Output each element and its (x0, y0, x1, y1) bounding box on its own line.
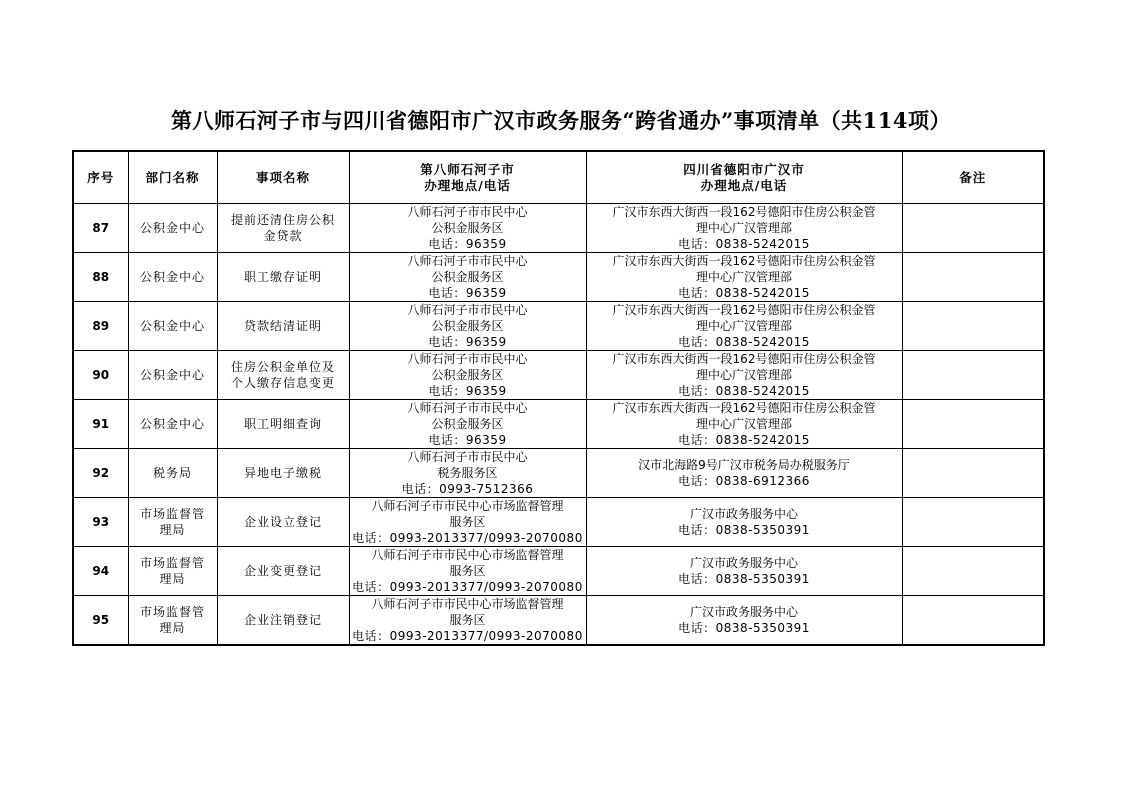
shz-location-line: 八师石河子市市民中心市场监督管理 (371, 548, 564, 562)
department-name-line: 理局 (159, 572, 186, 586)
item-name (217, 596, 349, 646)
gh-location-line: 广汉市政务服务中心 (689, 507, 798, 521)
shz-location-line: 电话：96359 (428, 286, 507, 300)
remark-cell (902, 302, 1044, 351)
gh-location (586, 596, 902, 646)
gh-location-line: 电话：0838-5350391 (678, 523, 810, 537)
row-number: 94 (73, 547, 128, 596)
table-header-row (73, 151, 1044, 204)
item-name-line: 异地电子缴税 (243, 466, 322, 480)
row-number: 92 (73, 449, 128, 498)
gh-location-line: 理中心广汉管理部 (695, 270, 792, 284)
item-name (217, 204, 349, 253)
shz-location-line: 八师石河子市市民中心市场监督管理 (371, 597, 564, 611)
remark-cell (902, 498, 1044, 547)
shz-location-line: 八师石河子市市民中心 (407, 352, 528, 366)
shz-location (349, 253, 586, 302)
shz-location-line: 八师石河子市市民中心 (407, 303, 528, 317)
department-name (128, 351, 217, 400)
gh-location-line: 电话：0838-6912366 (678, 474, 810, 488)
shz-location-line: 公积金服务区 (431, 221, 504, 235)
gh-location (586, 302, 902, 351)
row-number: 91 (73, 400, 128, 449)
shz-location-line: 八师石河子市市民中心 (407, 450, 528, 464)
gh-location-line: 广汉市政务服务中心 (689, 556, 798, 570)
items-table (72, 150, 1045, 646)
item-name-line: 企业注销登记 (243, 613, 322, 627)
department-name (128, 596, 217, 646)
shz-location-line: 八师石河子市市民中心市场监督管理 (371, 499, 564, 513)
shz-location-line: 八师石河子市市民中心 (407, 401, 528, 415)
shz-location-line: 电话：96359 (428, 384, 507, 398)
item-name-line: 贷款结清证明 (243, 319, 322, 333)
shz-location-line: 公积金服务区 (431, 270, 504, 284)
department-name (128, 498, 217, 547)
shz-location-line: 公积金服务区 (431, 417, 504, 431)
gh-location-line: 广汉市东西大街西一段162号德阳市住房公积金管 (612, 254, 876, 268)
shz-location-line: 八师石河子市市民中心 (407, 205, 528, 219)
remark-cell (902, 547, 1044, 596)
table-row (73, 400, 1044, 449)
document-title: 第八师石河子市与四川省德阳市广汉市政务服务“跨省通办”事项清单（共114项） (171, 108, 951, 133)
gh-location (586, 400, 902, 449)
gh-location (586, 449, 902, 498)
shz-location-line: 电话：96359 (428, 237, 507, 251)
header-seq: 序号 (73, 151, 128, 204)
shz-location (349, 351, 586, 400)
item-name (217, 400, 349, 449)
gh-location-line: 电话：0838-5242015 (678, 237, 810, 251)
gh-location (586, 253, 902, 302)
department-name-line: 市场监督管 (139, 556, 205, 570)
table-row (73, 596, 1044, 646)
item-name (217, 449, 349, 498)
department-name (128, 400, 217, 449)
row-number: 93 (73, 498, 128, 547)
header-item: 事项名称 (217, 151, 349, 204)
header-shz-location (349, 151, 586, 204)
item-name (217, 498, 349, 547)
department-name-line: 公积金中心 (139, 368, 205, 382)
header-gh-line: 四川省德阳市广汉市 (683, 161, 805, 177)
department-name-line: 税务局 (152, 466, 192, 480)
gh-location-line: 理中心广汉管理部 (695, 368, 792, 382)
gh-location-line: 电话：0838-5350391 (678, 621, 810, 635)
department-name-line: 公积金中心 (139, 270, 205, 284)
gh-location-line: 电话：0838-5242015 (678, 335, 810, 349)
table-row (73, 204, 1044, 253)
table-body (73, 204, 1044, 646)
department-name (128, 302, 217, 351)
shz-location-line: 电话：0993-2013377/0993-2070080 (352, 531, 583, 545)
gh-location-line: 广汉市东西大街西一段162号德阳市住房公积金管 (612, 352, 876, 366)
item-name-line: 企业设立登记 (243, 515, 322, 529)
item-name-line: 职工明细查询 (243, 417, 322, 431)
remark-cell (902, 351, 1044, 400)
gh-location-line: 广汉市政务服务中心 (689, 605, 798, 619)
shz-location (349, 596, 586, 646)
gh-location-line: 理中心广汉管理部 (695, 319, 792, 333)
gh-location-line: 电话：0838-5242015 (678, 286, 810, 300)
shz-location (349, 498, 586, 547)
shz-location (349, 204, 586, 253)
department-name-line: 公积金中心 (139, 319, 205, 333)
item-name (217, 547, 349, 596)
department-name-line: 市场监督管 (139, 605, 205, 619)
gh-location-line: 广汉市东西大街西一段162号德阳市住房公积金管 (612, 401, 876, 415)
row-number: 87 (73, 204, 128, 253)
remark-cell (902, 400, 1044, 449)
header-gh-location (586, 151, 902, 204)
gh-location-line: 理中心广汉管理部 (695, 417, 792, 431)
table-row (73, 449, 1044, 498)
shz-location-line: 公积金服务区 (431, 368, 504, 382)
shz-location-line: 电话：0993-7512366 (401, 482, 534, 496)
department-name-line: 公积金中心 (139, 221, 205, 235)
gh-location (586, 204, 902, 253)
shz-location-line: 电话：0993-2013377/0993-2070080 (352, 580, 583, 594)
shz-location-line: 公积金服务区 (431, 319, 504, 333)
item-name-line: 提前还清住房公积 (230, 213, 335, 227)
item-name-line: 企业变更登记 (243, 564, 322, 578)
shz-location (349, 449, 586, 498)
header-gh-line: 办理地点/电话 (700, 177, 788, 193)
shz-location-line: 服务区 (449, 515, 486, 529)
table-row (73, 351, 1044, 400)
item-name (217, 253, 349, 302)
table-row (73, 302, 1044, 351)
shz-location-line: 税务服务区 (437, 466, 498, 480)
gh-location (586, 351, 902, 400)
department-name (128, 547, 217, 596)
shz-location-line: 八师石河子市市民中心 (407, 254, 528, 268)
gh-location-line: 电话：0838-5242015 (678, 433, 810, 447)
gh-location-line: 理中心广汉管理部 (695, 221, 792, 235)
shz-location-line: 电话：96359 (428, 433, 507, 447)
department-name-line: 理局 (159, 523, 186, 537)
remark-cell (902, 253, 1044, 302)
shz-location (349, 547, 586, 596)
shz-location (349, 400, 586, 449)
table-row (73, 498, 1044, 547)
row-number: 90 (73, 351, 128, 400)
department-name (128, 253, 217, 302)
item-name-line: 职工缴存证明 (243, 270, 322, 284)
item-name (217, 351, 349, 400)
remark-cell (902, 449, 1044, 498)
department-name-line: 公积金中心 (139, 417, 205, 431)
table-row (73, 253, 1044, 302)
gh-location (586, 547, 902, 596)
shz-location-line: 服务区 (449, 613, 486, 627)
remark-cell (902, 204, 1044, 253)
shz-location-line: 服务区 (449, 564, 486, 578)
shz-location-line: 电话：96359 (428, 335, 507, 349)
header-shz-line: 办理地点/电话 (424, 177, 511, 193)
row-number: 89 (73, 302, 128, 351)
gh-location-line: 汉市北海路9号广汉市税务局办税服务厅 (638, 458, 850, 472)
header-remark: 备注 (902, 151, 1044, 204)
item-name-line: 个人缴存信息变更 (230, 376, 335, 390)
gh-location-line: 广汉市东西大街西一段162号德阳市住房公积金管 (612, 205, 876, 219)
department-name (128, 204, 217, 253)
department-name-line: 市场监督管 (139, 507, 205, 521)
item-name-line: 金贷款 (263, 229, 303, 243)
department-name-line: 理局 (159, 621, 186, 635)
gh-location-line: 电话：0838-5350391 (678, 572, 810, 586)
row-number: 95 (73, 596, 128, 646)
gh-location (586, 498, 902, 547)
shz-location-line: 电话：0993-2013377/0993-2070080 (352, 629, 583, 643)
gh-location-line: 电话：0838-5242015 (678, 384, 810, 398)
table-row (73, 547, 1044, 596)
header-shz-line: 第八师石河子市 (420, 161, 515, 177)
item-name (217, 302, 349, 351)
shz-location (349, 302, 586, 351)
gh-location-line: 广汉市东西大街西一段162号德阳市住房公积金管 (612, 303, 876, 317)
department-name (128, 449, 217, 498)
remark-cell (902, 596, 1044, 646)
row-number: 88 (73, 253, 128, 302)
item-name-line: 住房公积金单位及 (230, 360, 335, 374)
header-dept: 部门名称 (128, 151, 217, 204)
